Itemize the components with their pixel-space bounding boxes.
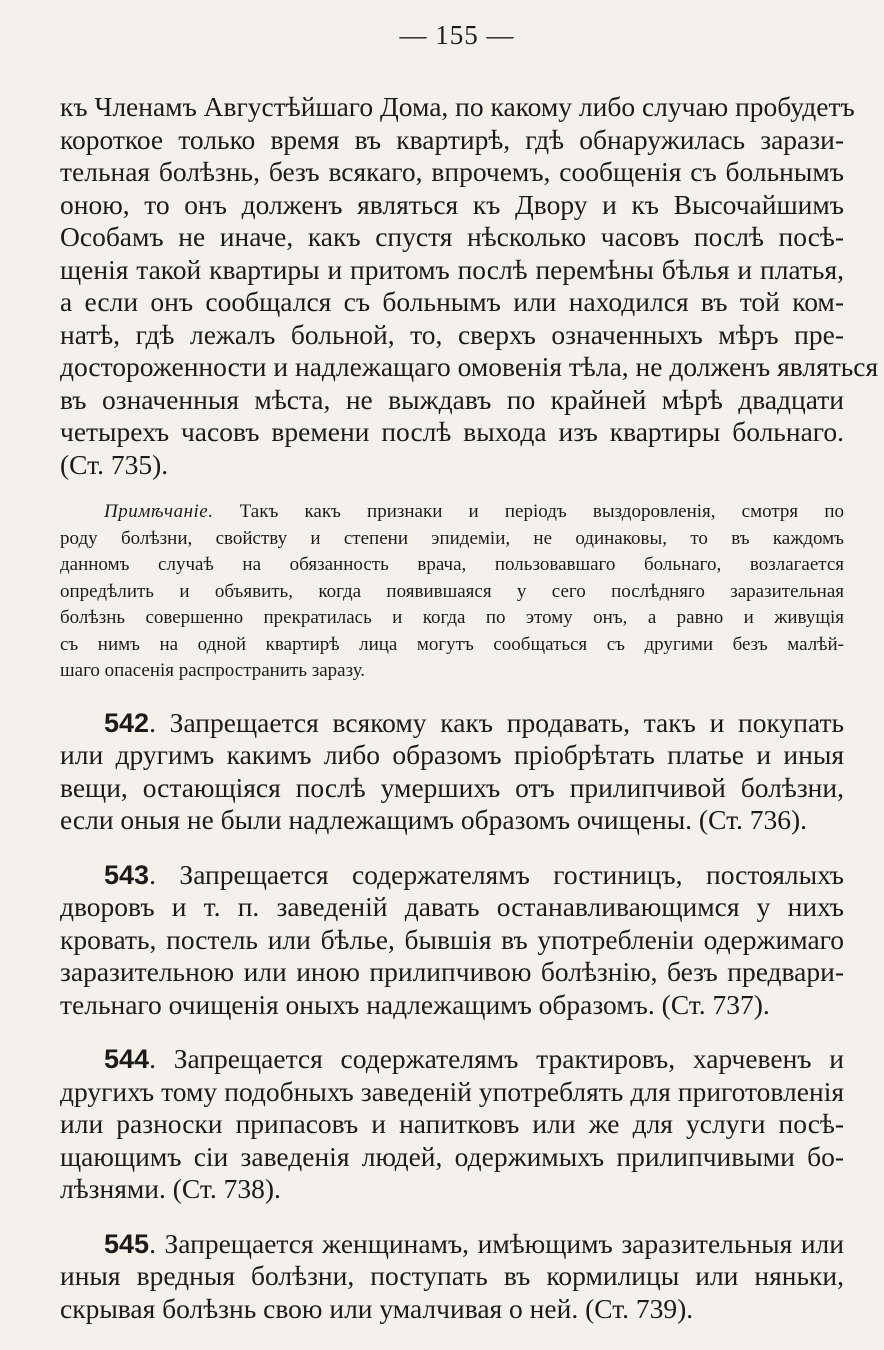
article-543 (60, 859, 844, 1022)
article-number: 544 (104, 1044, 150, 1074)
intro-paragraph (60, 91, 879, 481)
note-paragraph (60, 499, 844, 685)
article-number: 542 (104, 707, 150, 738)
text-line: четырехъ часовъ времени послѣ выхода изъ квартиры больнаго. (60, 416, 844, 447)
note-label: Примѣчаніе. (104, 501, 214, 522)
article-542 (60, 707, 844, 837)
note-text: Такъ какъ признаки и періодъ выздоровленія, смотря по (239, 501, 844, 522)
article-text: . Запрещается женщинамъ, имѣющимъ заразительныя или (149, 1227, 844, 1259)
text-line: достороженности и надлежащаго омовенія тѣла, не долженъ являться (60, 351, 879, 382)
article-first-line (60, 1043, 844, 1076)
text-line: лѣзнями. (Ст. 738). (60, 1173, 281, 1204)
text-line: къ Членамъ Августѣйшаго Дома, по какому либо случаю пробудетъ (60, 91, 855, 122)
note-line: шаго опасенія распространить заразу. (60, 660, 366, 681)
text-line: а если онъ сообщался съ больнымъ или находился въ той ком- (60, 286, 844, 317)
article-first-line (60, 859, 844, 892)
text-line: кровать, постель или бѣлье, бывшія въ употребленіи одержимаго (60, 923, 844, 955)
note-first-line (60, 499, 844, 526)
text-line: иныя вредныя болѣзни, поступать въ кормилицы или няньки, (60, 1260, 844, 1291)
text-line: вещи, остающіяся послѣ умершихъ отъ прилипчивой болѣзни, (60, 771, 844, 803)
text-line: или разноски припасовъ и напитковъ или же для услуги посѣ- (60, 1108, 844, 1139)
page-number: — 155 — (399, 20, 515, 50)
article-text: . Запрещается всякому какъ продавать, такъ и покупать (149, 706, 844, 738)
article-first-line (60, 707, 844, 740)
note-line: болѣзнь совершенно прекратилась и когда по этому онъ, а равно и живущія (60, 607, 844, 628)
text-line: если оныя не были надлежащимъ образомъ очищены. (Ст. 736). (60, 804, 808, 835)
text-line: тельнаго очищенія оныхъ надлежащимъ образомъ. (Ст. 737). (60, 988, 770, 1020)
text-line: щенія такой квартиры и притомъ послѣ перемѣны бѣлья и платья, (60, 253, 844, 285)
article-number: 543 (104, 859, 150, 890)
text-line: оною, то онъ долженъ являться къ Двору и къ Высочайшимъ (60, 188, 844, 220)
article-number: 545 (104, 1228, 150, 1259)
note-line: съ нимъ на одной квартирѣ лица могутъ сообщаться съ другими безъ малѣй- (60, 633, 844, 655)
article-544 (60, 1043, 844, 1206)
text-line: дворовъ и т. п. заведеній давать останавливающимся у нихъ (60, 891, 844, 922)
text-line: Особамъ не иначе, какъ спустя нѣсколько часовъ послѣ посѣ- (60, 221, 844, 252)
note-line: опредѣлить и объявить, когда появившаяся у сего послѣдняго заразительная (60, 580, 844, 602)
note-line: данномъ случаѣ на обязанность врача, пользовавшаго больнаго, возлагается (60, 554, 844, 575)
note-line: роду болѣзни, свойству и степени эпидеміи, не одинаковы, то въ каждомъ (60, 527, 844, 549)
text-line: или другимъ какимъ либо образомъ пріобрѣтать платье и иныя (60, 739, 844, 770)
text-line: короткое только время въ квартирѣ, гдѣ обнаружилась зарази- (60, 123, 844, 155)
article-545 (60, 1228, 844, 1326)
text-line: (Ст. 735). (60, 448, 169, 480)
article-text: . Запрещается содержателямъ гостиницъ, постоялыхъ (149, 858, 844, 890)
text-line: натѣ, гдѣ лежалъ больной, то, сверхъ означенныхъ мѣръ пре- (60, 318, 844, 350)
text-line: щающимъ сіи заведенія людей, одержимыхъ прилипчивыми бо- (60, 1140, 844, 1172)
text-line: въ означенныя мѣста, не выждавъ по крайней мѣрѣ двадцати (60, 383, 844, 415)
text-line: тельная болѣзнь, безъ всякаго, впрочемъ, сообщенія съ больнымъ (60, 156, 844, 187)
article-first-line (60, 1228, 844, 1261)
text-line: другихъ тому подобныхъ заведеній употреблять для приготовленія (60, 1075, 844, 1107)
text-line: заразительною или иною прилипчивою болѣзнію, безъ предвари- (60, 956, 844, 987)
article-text: . Запрещается содержателямъ трактировъ, харчевенъ и (149, 1043, 844, 1074)
text-line: скрывая болѣзнь свою или умалчивая о ней. (Ст. 739). (60, 1292, 694, 1324)
